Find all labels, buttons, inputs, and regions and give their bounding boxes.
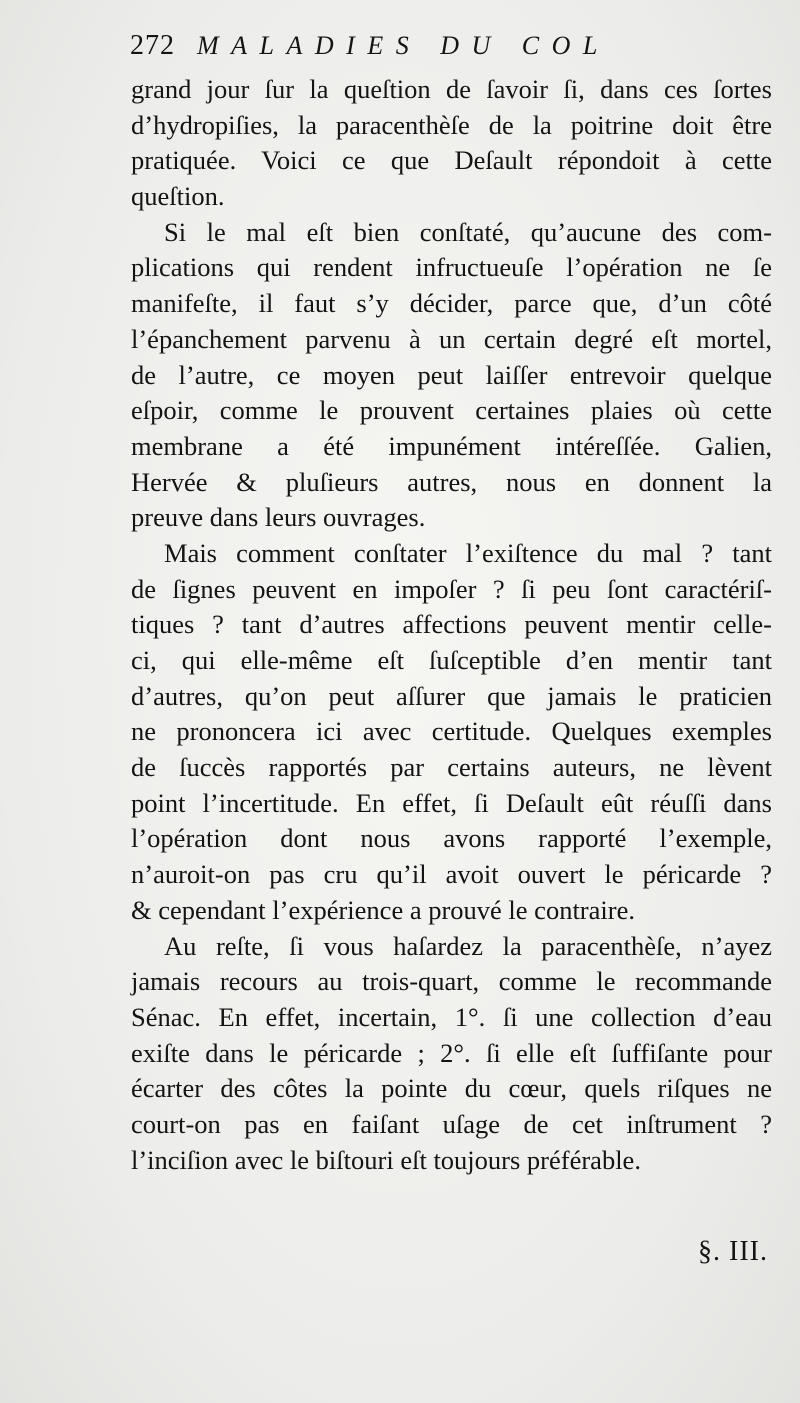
paragraph-first-line: Si le mal eſt bien conſtaté, qu’aucune des com-: [164, 216, 772, 247]
text-line: de ſignes peuvent en impoſer ? ſi peu ſont caractériſ-: [131, 573, 772, 604]
page-header: [130, 30, 704, 70]
text-line: Sénac. En effet, incertain, 1°. ſi une collection d’eau: [131, 1001, 772, 1032]
text-line: d’hydropiſies, la paracenthèſe de la poitrine doit être: [131, 109, 772, 140]
text-line: grand jour ſur la queſtion de ſavoir ſi, dans ces ſortes: [131, 74, 772, 104]
text-line: court-on pas en faiſant uſage de cet inſtrument ?: [131, 1108, 772, 1139]
text-line: membrane a été impunément intéreſſée. Galien,: [131, 430, 772, 461]
text-line: ne prononcera ici avec certitude. Quelques exemples: [131, 716, 772, 747]
text-line: plications qui rendent infructueuſe l’opération ne ſe: [131, 252, 772, 283]
text-line: ci, qui elle-même eſt ſuſceptible d’en mentir tant: [131, 645, 772, 675]
text-line: de ſuccès rapportés par certains auteurs, ne lèvent: [131, 752, 772, 783]
text-line: preuve dans leurs ouvrages.: [131, 502, 426, 533]
text-line: l’inciſion avec le biſtouri eſt toujours préférable.: [131, 1144, 641, 1175]
text-line: queſtion.: [131, 181, 225, 212]
catchword: §. III.: [698, 1236, 768, 1267]
text-line: eſpoir, comme le prouvent certaines plaies où cette: [131, 395, 772, 426]
text-line: écarter des côtes la pointe du cœur, quels riſques ne: [131, 1073, 772, 1104]
text-line: l’épanchement parvenu à un certain degré eſt mortel,: [131, 323, 772, 354]
text-line: Hervée & pluſieurs autres, nous en donnent la: [131, 466, 772, 497]
running-title: MALADIES DU COL: [197, 31, 610, 60]
text-line: exiſte dans le péricarde ; 2°. ſi elle eſt ſuffiſante pour: [131, 1037, 772, 1068]
text-line: & cependant l’expérience a prouvé le contraire.: [131, 894, 635, 925]
text-line: manifeſte, il faut s’y décider, parce que, d’un côté: [131, 288, 772, 319]
text-line: point l’incertitude. En effet, ſi Deſault eût réuſſi dans: [131, 787, 772, 818]
text-line: de l’autre, ce moyen peut laiſſer entrevoir quelque: [131, 359, 772, 390]
text-line: jamais recours au trois-quart, comme le recommande: [131, 966, 772, 997]
body-text: [131, 72, 772, 1178]
paragraph-first-line: Au reſte, ſi vous haſardez la paracenthèſe, n’ayez: [164, 930, 772, 961]
text-line: l’opération dont nous avons rapporté l’exemple,: [131, 823, 772, 854]
text-line: d’autres, qu’on peut aſſurer que jamais le praticien: [131, 680, 772, 711]
text-line: n’auroit-on pas cru qu’il avoit ouvert le péricarde ?: [131, 859, 772, 890]
page-number: 272: [130, 30, 175, 61]
paragraph-first-line: Mais comment conſtater l’exiſtence du mal ? tant: [164, 537, 772, 568]
text-line: pratiquée. Voici ce que Deſault répondoit à cette: [131, 145, 772, 176]
text-line: tiques ? tant d’autres affections peuvent mentir celle-: [131, 609, 772, 640]
